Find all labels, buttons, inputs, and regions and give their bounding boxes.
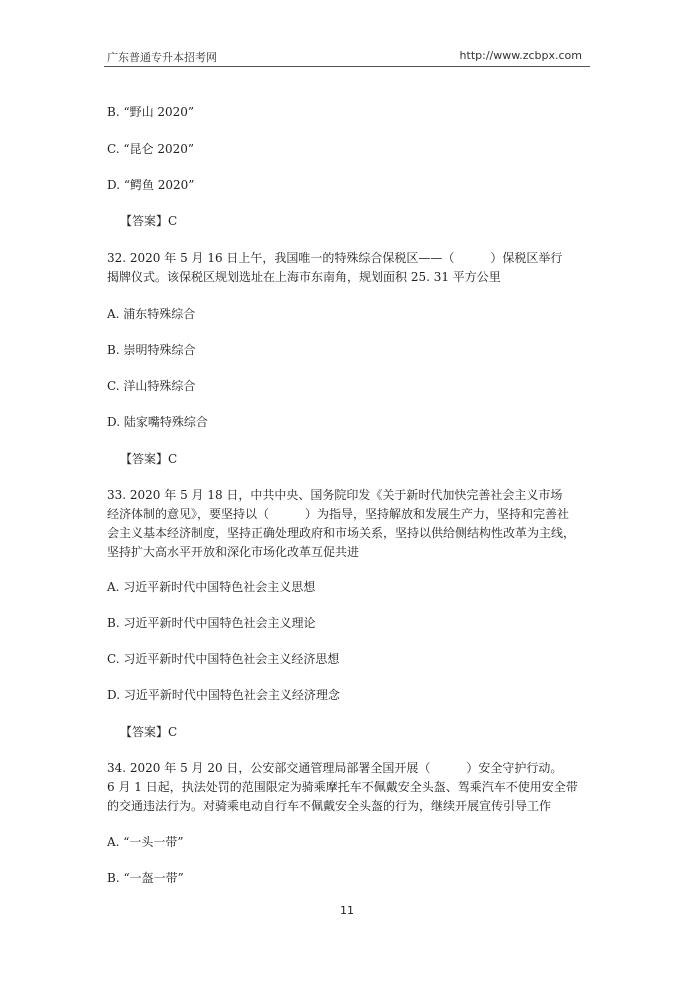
question-33-option-d: D. 习近平新时代中国特色社会主义经济理念 [107, 688, 340, 702]
header-url: http://www.zcbpx.com [459, 49, 582, 62]
question-34-stem [107, 759, 591, 816]
question-33-stem-line: 33. 2020 年 5 月 18 日，中共中央、国务院印发《关于新时代加快完善社会主义市场 [107, 488, 563, 502]
question-34-option-b: B. “一盔一带” [107, 871, 184, 885]
question-32-stem-line: 揭牌仪式。该保税区规划选址在上海市东南角，规划面积 25. 31 平方公里 [107, 270, 501, 284]
question-32-answer: 【答案】C [120, 452, 178, 466]
question-33-option-b: B. 习近平新时代中国特色社会主义理论 [107, 616, 316, 630]
question-33-stem-line: 会主义基本经济制度，坚持正确处理政府和市场关系，坚持以供给侧结构性改革为主线， [107, 526, 576, 540]
question-33-stem-line: 坚持扩大高水平开放和深化市场化改革互促共进 [107, 545, 360, 559]
option-c-prev: C. “昆仑 2020” [107, 142, 195, 156]
question-33-stem [107, 486, 591, 562]
option-d-prev: D. “鳄鱼 2020” [107, 178, 195, 192]
question-33-option-a: A. 习近平新时代中国特色社会主义思想 [107, 580, 316, 594]
question-34-stem-line: 的交通违法行为。对骑乘电动自行车不佩戴安全头盔的行为，继续开展宣传引导工作 [107, 799, 552, 813]
question-32-option-a: A. 浦东特殊综合 [107, 307, 196, 321]
header-site-name: 广东普通专升本招考网 [107, 51, 217, 64]
option-b-prev: B. “野山 2020” [107, 105, 195, 119]
question-33-option-c: C. 习近平新时代中国特色社会主义经济思想 [107, 652, 340, 666]
header-divider [104, 66, 590, 67]
question-33-answer: 【答案】C [120, 725, 178, 739]
question-32-option-c: C. 洋山特殊综合 [107, 379, 196, 393]
question-34-stem-line: 34. 2020 年 5 月 20 日，公安部交通管理局部署全国开展（ ）安全守护行动。 [107, 761, 563, 775]
page-number: 11 [340, 904, 354, 917]
question-33-stem-line: 经济体制的意见》，要坚持以（ ）为指导，坚持解放和发展生产力，坚持和完善社 [107, 507, 570, 521]
question-34-option-a: A. “一头一带” [107, 835, 184, 849]
answer-prev: 【答案】C [120, 214, 178, 228]
question-34-stem-line: 6 月 1 日起，执法处罚的范围限定为骑乘摩托车不佩戴安全头盔、驾乘汽车不使用安全带 [107, 780, 578, 794]
question-32-option-b: B. 崇明特殊综合 [107, 343, 196, 357]
question-32-option-d: D. 陆家嘴特殊综合 [107, 415, 208, 429]
question-32-stem-line: 32. 2020 年 5 月 16 日上午，我国唯一的特殊综合保税区——（ ）保税区举行 [107, 251, 563, 265]
question-32-stem [107, 249, 591, 287]
